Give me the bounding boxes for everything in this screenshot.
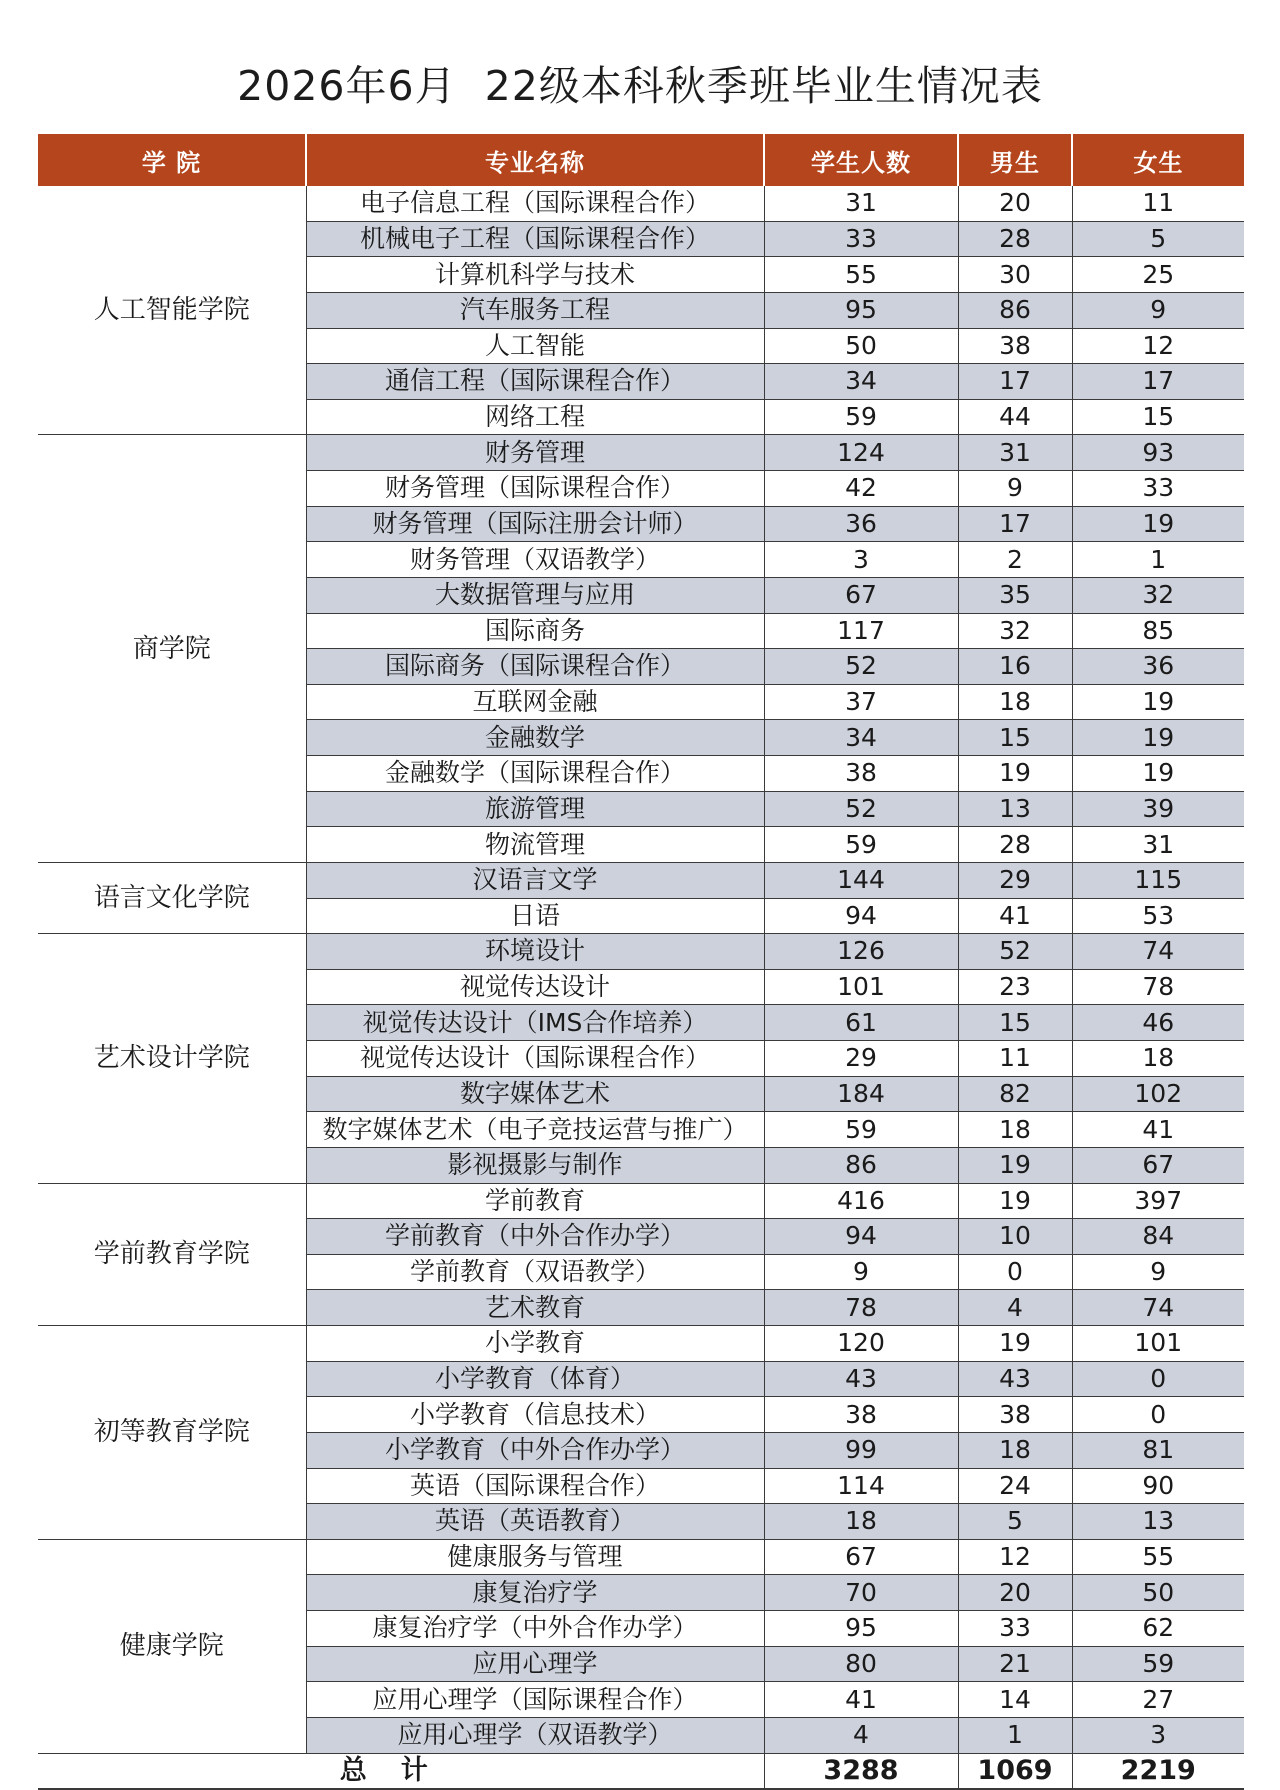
- male-cell: 29: [958, 862, 1072, 898]
- female-cell: 5: [1072, 221, 1244, 257]
- female-cell: 101: [1072, 1326, 1244, 1362]
- college-name: 商学院: [38, 435, 306, 863]
- female-cell: 19: [1072, 720, 1244, 756]
- female-cell: 50: [1072, 1575, 1244, 1611]
- male-cell: 33: [958, 1611, 1072, 1647]
- major-cell: 视觉传达设计（IMS合作培养）: [306, 1005, 764, 1041]
- major-cell: 小学教育（信息技术）: [306, 1397, 764, 1433]
- major-cell: 汽车服务工程: [306, 292, 764, 328]
- female-cell: 19: [1072, 506, 1244, 542]
- major-cell: 物流管理: [306, 827, 764, 863]
- female-cell: 67: [1072, 1147, 1244, 1183]
- major-cell: 健康服务与管理: [306, 1539, 764, 1575]
- female-cell: 78: [1072, 969, 1244, 1005]
- students-cell: 126: [764, 934, 958, 970]
- male-cell: 14: [958, 1682, 1072, 1718]
- students-cell: 18: [764, 1504, 958, 1540]
- major-cell: 数字媒体艺术: [306, 1076, 764, 1112]
- major-cell: 康复治疗学: [306, 1575, 764, 1611]
- female-cell: 93: [1072, 435, 1244, 471]
- total-female: 2219: [1072, 1753, 1244, 1789]
- table-body: [38, 186, 1244, 1789]
- male-cell: 32: [958, 613, 1072, 649]
- female-cell: 18: [1072, 1041, 1244, 1077]
- male-cell: 5: [958, 1504, 1072, 1540]
- female-cell: 17: [1072, 364, 1244, 400]
- table-row: [38, 1539, 1244, 1575]
- female-cell: 55: [1072, 1539, 1244, 1575]
- students-cell: 55: [764, 257, 958, 293]
- college-name: 学前教育学院: [38, 1183, 306, 1326]
- students-cell: 95: [764, 1611, 958, 1647]
- students-cell: 70: [764, 1575, 958, 1611]
- male-cell: 11: [958, 1041, 1072, 1077]
- major-cell: 影视摄影与制作: [306, 1147, 764, 1183]
- female-cell: 25: [1072, 257, 1244, 293]
- students-cell: 94: [764, 1219, 958, 1255]
- male-cell: 19: [958, 1326, 1072, 1362]
- male-cell: 0: [958, 1254, 1072, 1290]
- major-cell: 小学教育（中外合作办学）: [306, 1432, 764, 1468]
- total-label-cell: [38, 1753, 764, 1789]
- female-cell: 36: [1072, 649, 1244, 685]
- male-cell: 12: [958, 1539, 1072, 1575]
- major-cell: 电子信息工程（国际课程合作）: [306, 186, 764, 221]
- female-cell: 85: [1072, 613, 1244, 649]
- table-header-row: [38, 134, 1244, 186]
- major-cell: 机械电子工程（国际课程合作）: [306, 221, 764, 257]
- female-cell: 84: [1072, 1219, 1244, 1255]
- female-cell: 15: [1072, 399, 1244, 435]
- male-cell: 15: [958, 1005, 1072, 1041]
- female-cell: 31: [1072, 827, 1244, 863]
- students-cell: 38: [764, 756, 958, 792]
- major-cell: 金融数学: [306, 720, 764, 756]
- major-cell: 英语（国际课程合作）: [306, 1468, 764, 1504]
- college-name: 语言文化学院: [38, 862, 306, 933]
- male-cell: 20: [958, 186, 1072, 221]
- female-cell: 19: [1072, 756, 1244, 792]
- college-name: 健康学院: [38, 1539, 306, 1753]
- students-cell: 416: [764, 1183, 958, 1219]
- male-cell: 17: [958, 364, 1072, 400]
- male-cell: 17: [958, 506, 1072, 542]
- female-cell: 9: [1072, 292, 1244, 328]
- students-cell: 67: [764, 1539, 958, 1575]
- major-cell: 人工智能: [306, 328, 764, 364]
- students-cell: 67: [764, 577, 958, 613]
- students-cell: 41: [764, 1682, 958, 1718]
- male-cell: 16: [958, 649, 1072, 685]
- major-cell: 艺术教育: [306, 1290, 764, 1326]
- major-cell: 应用心理学（国际课程合作）: [306, 1682, 764, 1718]
- male-cell: 21: [958, 1646, 1072, 1682]
- female-cell: 11: [1072, 186, 1244, 221]
- female-cell: 12: [1072, 328, 1244, 364]
- female-cell: 102: [1072, 1076, 1244, 1112]
- students-cell: 101: [764, 969, 958, 1005]
- students-cell: 34: [764, 720, 958, 756]
- students-cell: 50: [764, 328, 958, 364]
- table-row: [38, 934, 1244, 970]
- students-cell: 61: [764, 1005, 958, 1041]
- page-title: 2026年6月 22级本科秋季班毕业生情况表: [237, 62, 1043, 110]
- students-cell: 94: [764, 898, 958, 934]
- college-name: 人工智能学院: [38, 186, 306, 435]
- female-cell: 81: [1072, 1432, 1244, 1468]
- male-cell: 2: [958, 542, 1072, 578]
- male-cell: 38: [958, 1397, 1072, 1433]
- students-cell: 38: [764, 1397, 958, 1433]
- graduate-table: [38, 134, 1244, 1790]
- total-label: 总计: [339, 1754, 462, 1786]
- female-cell: 13: [1072, 1504, 1244, 1540]
- female-cell: 397: [1072, 1183, 1244, 1219]
- students-cell: 86: [764, 1147, 958, 1183]
- students-cell: 59: [764, 827, 958, 863]
- male-cell: 28: [958, 827, 1072, 863]
- students-cell: 33: [764, 221, 958, 257]
- table-row: [38, 435, 1244, 471]
- female-cell: 39: [1072, 791, 1244, 827]
- male-cell: 15: [958, 720, 1072, 756]
- students-cell: 34: [764, 364, 958, 400]
- total-male: 1069: [958, 1753, 1072, 1789]
- students-cell: 9: [764, 1254, 958, 1290]
- male-cell: 35: [958, 577, 1072, 613]
- students-cell: 144: [764, 862, 958, 898]
- male-cell: 24: [958, 1468, 1072, 1504]
- male-cell: 30: [958, 257, 1072, 293]
- female-cell: 41: [1072, 1112, 1244, 1148]
- male-cell: 1: [958, 1717, 1072, 1753]
- major-cell: 学前教育: [306, 1183, 764, 1219]
- female-cell: 59: [1072, 1646, 1244, 1682]
- female-cell: 115: [1072, 862, 1244, 898]
- major-cell: 财务管理: [306, 435, 764, 471]
- male-cell: 19: [958, 1147, 1072, 1183]
- major-cell: 学前教育（双语教学）: [306, 1254, 764, 1290]
- header-female: 女生: [1072, 134, 1244, 186]
- major-cell: 大数据管理与应用: [306, 577, 764, 613]
- students-cell: 52: [764, 791, 958, 827]
- students-cell: 117: [764, 613, 958, 649]
- college-name: 艺术设计学院: [38, 934, 306, 1183]
- male-cell: 19: [958, 756, 1072, 792]
- male-cell: 44: [958, 399, 1072, 435]
- students-cell: 78: [764, 1290, 958, 1326]
- male-cell: 10: [958, 1219, 1072, 1255]
- major-cell: 应用心理学（双语教学）: [306, 1717, 764, 1753]
- major-cell: 金融数学（国际课程合作）: [306, 756, 764, 792]
- students-cell: 31: [764, 186, 958, 221]
- students-cell: 43: [764, 1361, 958, 1397]
- male-cell: 19: [958, 1183, 1072, 1219]
- female-cell: 9: [1072, 1254, 1244, 1290]
- male-cell: 43: [958, 1361, 1072, 1397]
- male-cell: 13: [958, 791, 1072, 827]
- students-cell: 4: [764, 1717, 958, 1753]
- total-students: 3288: [764, 1753, 958, 1789]
- major-cell: 环境设计: [306, 934, 764, 970]
- female-cell: 19: [1072, 684, 1244, 720]
- male-cell: 82: [958, 1076, 1072, 1112]
- major-cell: 英语（英语教育）: [306, 1504, 764, 1540]
- female-cell: 62: [1072, 1611, 1244, 1647]
- students-cell: 59: [764, 399, 958, 435]
- header-major: 专业名称: [306, 134, 764, 186]
- students-cell: 124: [764, 435, 958, 471]
- table-row: [38, 1183, 1244, 1219]
- major-cell: 财务管理（国际注册会计师）: [306, 506, 764, 542]
- major-cell: 康复治疗学（中外合作办学）: [306, 1611, 764, 1647]
- students-cell: 42: [764, 471, 958, 507]
- male-cell: 41: [958, 898, 1072, 934]
- male-cell: 28: [958, 221, 1072, 257]
- major-cell: 视觉传达设计（国际课程合作）: [306, 1041, 764, 1077]
- female-cell: 27: [1072, 1682, 1244, 1718]
- male-cell: 23: [958, 969, 1072, 1005]
- students-cell: 99: [764, 1432, 958, 1468]
- students-cell: 59: [764, 1112, 958, 1148]
- major-cell: 日语: [306, 898, 764, 934]
- students-cell: 95: [764, 292, 958, 328]
- students-cell: 36: [764, 506, 958, 542]
- male-cell: 18: [958, 1112, 1072, 1148]
- female-cell: 74: [1072, 934, 1244, 970]
- male-cell: 86: [958, 292, 1072, 328]
- major-cell: 汉语言文学: [306, 862, 764, 898]
- major-cell: 通信工程（国际课程合作）: [306, 364, 764, 400]
- male-cell: 52: [958, 934, 1072, 970]
- male-cell: 4: [958, 1290, 1072, 1326]
- male-cell: 31: [958, 435, 1072, 471]
- students-cell: 52: [764, 649, 958, 685]
- students-cell: 114: [764, 1468, 958, 1504]
- female-cell: 46: [1072, 1005, 1244, 1041]
- major-cell: 旅游管理: [306, 791, 764, 827]
- total-row: [38, 1753, 1244, 1789]
- college-name: 初等教育学院: [38, 1326, 306, 1540]
- male-cell: 20: [958, 1575, 1072, 1611]
- major-cell: 视觉传达设计: [306, 969, 764, 1005]
- major-cell: 网络工程: [306, 399, 764, 435]
- students-cell: 120: [764, 1326, 958, 1362]
- major-cell: 计算机科学与技术: [306, 257, 764, 293]
- female-cell: 74: [1072, 1290, 1244, 1326]
- table-row: [38, 862, 1244, 898]
- header-college: 学 院: [38, 134, 306, 186]
- female-cell: 33: [1072, 471, 1244, 507]
- female-cell: 32: [1072, 577, 1244, 613]
- male-cell: 18: [958, 684, 1072, 720]
- female-cell: 0: [1072, 1361, 1244, 1397]
- major-cell: 国际商务（国际课程合作）: [306, 649, 764, 685]
- students-cell: 3: [764, 542, 958, 578]
- students-cell: 37: [764, 684, 958, 720]
- major-cell: 应用心理学: [306, 1646, 764, 1682]
- female-cell: 3: [1072, 1717, 1244, 1753]
- male-cell: 18: [958, 1432, 1072, 1468]
- major-cell: 财务管理（国际课程合作）: [306, 471, 764, 507]
- major-cell: 财务管理（双语教学）: [306, 542, 764, 578]
- major-cell: 互联网金融: [306, 684, 764, 720]
- female-cell: 90: [1072, 1468, 1244, 1504]
- major-cell: 国际商务: [306, 613, 764, 649]
- female-cell: 1: [1072, 542, 1244, 578]
- table-row: [38, 1326, 1244, 1362]
- header-students: 学生人数: [764, 134, 958, 186]
- major-cell: 数字媒体艺术（电子竞技运营与推广）: [306, 1112, 764, 1148]
- female-cell: 53: [1072, 898, 1244, 934]
- major-cell: 小学教育: [306, 1326, 764, 1362]
- students-cell: 80: [764, 1646, 958, 1682]
- table-row: [38, 186, 1244, 221]
- male-cell: 9: [958, 471, 1072, 507]
- header-male: 男生: [958, 134, 1072, 186]
- female-cell: 0: [1072, 1397, 1244, 1433]
- students-cell: 184: [764, 1076, 958, 1112]
- male-cell: 38: [958, 328, 1072, 364]
- students-cell: 29: [764, 1041, 958, 1077]
- major-cell: 学前教育（中外合作办学）: [306, 1219, 764, 1255]
- major-cell: 小学教育（体育）: [306, 1361, 764, 1397]
